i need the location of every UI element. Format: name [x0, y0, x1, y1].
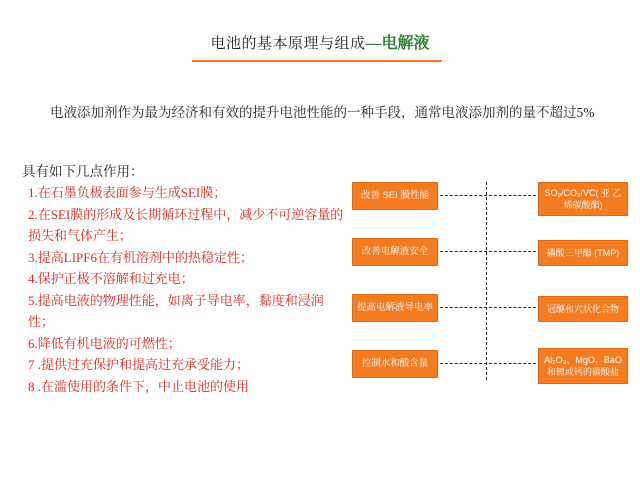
- title-underline-divider: [192, 60, 442, 62]
- dashed-connector: [440, 363, 536, 364]
- additive-box: Al₂O₃、MgO、BaO 和锂或钙的碳酸盐: [538, 348, 628, 384]
- diagram-row: [352, 350, 628, 380]
- list-item: 1.在石墨负极表面参与生成SEI膜；: [28, 185, 227, 200]
- list-item: 5.提高电液的物理性能，如离子导电率，黏度和浸润性；: [28, 292, 324, 329]
- additive-mapping-diagram: [352, 182, 628, 382]
- diagram-row: [352, 238, 628, 268]
- list-item: 4.保护正极不溶解和过充电；: [28, 271, 194, 286]
- additive-box: SO₂/CO₂/VC( 亚 乙 烯碳酸酯): [538, 182, 628, 216]
- function-box: 控制水和酸含量: [352, 350, 438, 378]
- page-title-accent: —电解液: [365, 35, 430, 52]
- function-list: [28, 182, 348, 397]
- function-box: 提高电解液导电率: [352, 294, 438, 322]
- page-title-main: 电池的基本原理与组成: [210, 36, 366, 52]
- function-box: 改善 SEI 膜性能: [352, 182, 438, 210]
- additive-box: 冠醚和穴状化合物: [538, 296, 628, 322]
- intro-paragraph: 电液添加剂作为最为经济和有效的提升电池性能的一种手段，通常电液添加剂的量不超过5%: [50, 105, 595, 120]
- additive-box: 磷酸三甲酯 (TMP): [538, 240, 628, 266]
- list-item: 6.降低有机电液的可燃性；: [28, 335, 181, 351]
- dashed-connector: [440, 195, 536, 196]
- subheading: 具有如下几点作用：: [22, 164, 144, 179]
- list-item: 7 .提供过充保护和提高过充承受能力；: [28, 357, 250, 372]
- list-item: 3.提高LIPF6在有机溶剂中的热稳定性；: [28, 249, 253, 265]
- function-box: 改善电解液安全: [352, 238, 438, 266]
- diagram-row: [352, 294, 628, 324]
- list-item: 2.在SEI膜的形成及长期循环过程中，减少不可逆容量的损失和气体产生；: [28, 206, 344, 243]
- dashed-connector: [440, 307, 536, 308]
- list-item: 8 .在滥使用的条件下，中止电池的使用: [28, 378, 250, 394]
- page-title: [0, 30, 640, 53]
- diagram-row: [352, 182, 628, 212]
- dashed-connector: [440, 251, 536, 252]
